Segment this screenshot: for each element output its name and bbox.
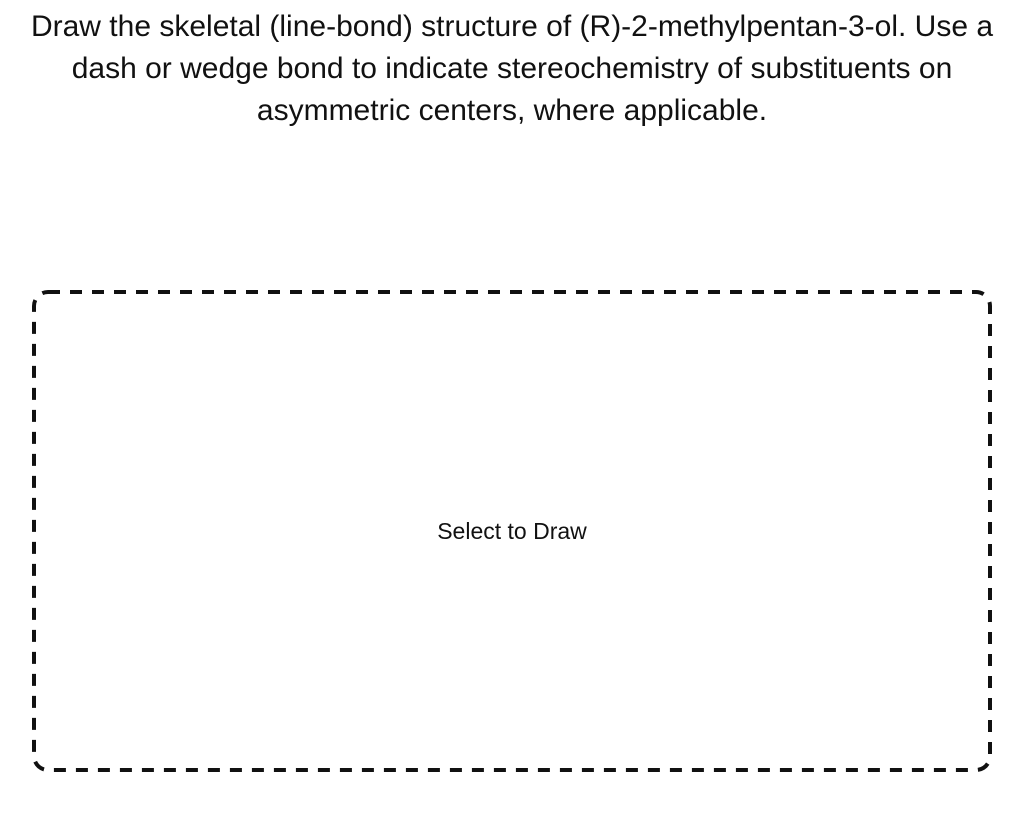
question-prompt: Draw the skeletal (line-bond) structure of (R)-2-methylpentan-3-ol. Use a dash or wedge bond to indicate stereochemistry of substituents on asymmetric centers, where applicable. bbox=[30, 10, 994, 127]
drawing-canvas[interactable] bbox=[32, 290, 992, 772]
select-to-draw-label: Select to Draw bbox=[437, 517, 587, 544]
